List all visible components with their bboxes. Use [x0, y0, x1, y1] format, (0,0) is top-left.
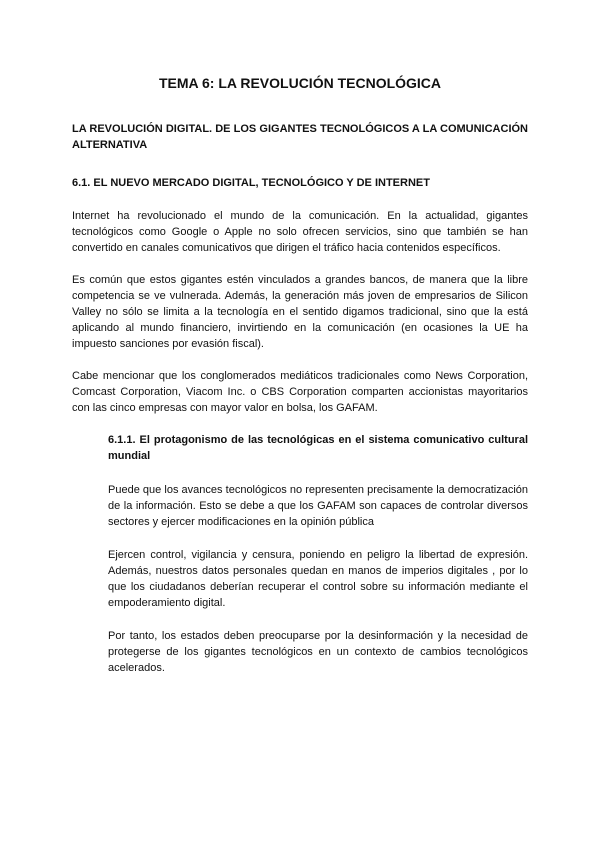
paragraph: Por tanto, los estados deben preocuparse por la desinformación y la necesidad de protegerse de los gigantes tecnológicos en un contexto de cambios tecnológicos acelerados.	[108, 630, 528, 674]
document-title: TEMA 6: LA REVOLUCIÓN TECNOLÓGICA	[158, 75, 442, 91]
paragraph: Ejercen control, vigilancia y censura, poniendo en peligro la libertad de expresión. Además, nuestros datos personales quedan en manos de imperios digitales , por lo que los ciudadanos deberían recuperar el control sobre su información mediante el empoderamiento digital.	[108, 549, 528, 609]
paragraph: Internet ha revolucionado el mundo de la comunicación. En la actualidad, gigantes tecnológicos como Google o Apple no solo ofrecen servicios, sino que también se han convertido en canales comunicativos que dirigen el tráfico hacia contenidos específicos.	[72, 210, 528, 254]
paragraph: Es común que estos gigantes estén vinculados a grandes bancos, de manera que la libre competencia se ve vulnerada. Además, la generación más joven de empresarios de Silicon Valley no sólo se limita a la tecnología en el sentido digamos tradicional, sino que la está aplicando al mundo financiero, invirtiendo en la comunicación (en ocasiones la UE ha impuesto sanciones por evasión fiscal).	[72, 274, 528, 350]
paragraph: Puede que los avances tecnológicos no representen precisamente la democratización de la información. Esto se debe a que los GAFAM son capaces de controlar diversos sectores y ejercer modificaciones en la opinión pública	[108, 484, 528, 528]
subsubsection-title: 6.1.1. El protagonismo de las tecnológicas en el sistema comunicativo cultural mundial	[108, 434, 528, 462]
subsubsection	[108, 432, 528, 676]
section-title: LA REVOLUCIÓN DIGITAL. DE LOS GIGANTES TECNOLÓGICOS A LA COMUNICACIÓN ALTERNATIVA	[72, 123, 528, 151]
paragraph: Cabe mencionar que los conglomerados mediáticos tradicionales como News Corporation, Comcast Corporation, Viacom Inc. o CBS Corporation comparten accionistas mayoritarios con las cinco empresas con mayor valor en bolsa, los GAFAM.	[72, 370, 528, 414]
subsection-title: 6.1. EL NUEVO MERCADO DIGITAL, TECNOLÓGICO Y DE INTERNET	[72, 177, 430, 189]
